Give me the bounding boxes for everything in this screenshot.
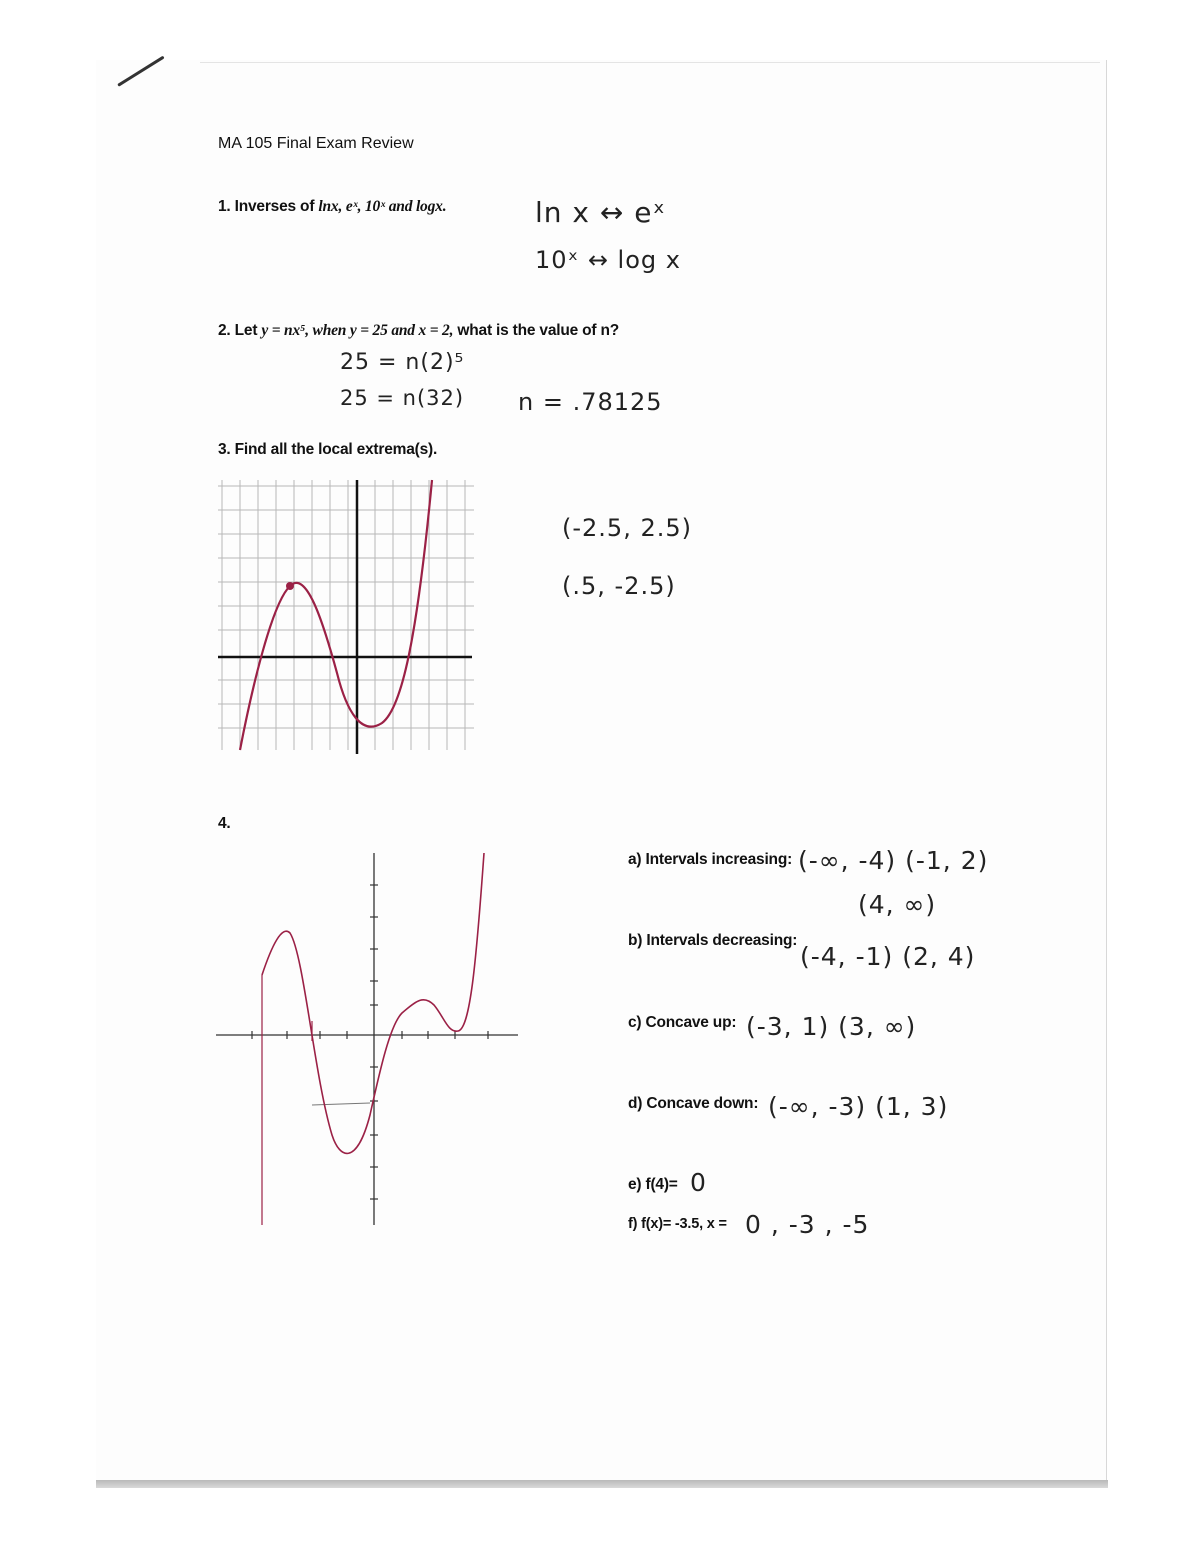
q4-a-label: a) Intervals increasing: [628, 851, 793, 868]
q4-f-answer: 0 , -3 , -5 [745, 1210, 870, 1239]
q2-question [218, 322, 619, 340]
q3-answer2: (.5, -2.5) [562, 572, 676, 600]
q3-grid [218, 480, 474, 750]
q4-curve [262, 853, 484, 1153]
q2-question-end: what is the value of n? [453, 322, 620, 339]
q4-graph [212, 845, 530, 1230]
q4-number: 4. [218, 815, 231, 832]
q4-f-label: f) f(x)= -3.5, x = [628, 1216, 727, 1232]
q4-c-label: c) Concave up: [628, 1014, 737, 1031]
q3-graph [212, 468, 480, 758]
q1-question [218, 198, 446, 216]
q1-question-math: lnx, eˣ, 10ˣ and logx. [318, 198, 447, 215]
q3-curve [240, 480, 432, 750]
q4-c-answer: (-3, 1) (3, ∞) [746, 1012, 917, 1041]
q2-work-line1: 25 = n(2)⁵ [340, 350, 465, 375]
q2-question-start: 2. Let [218, 322, 262, 339]
q2-question-math: y = nx⁵, when y = 25 and x = 2, [261, 322, 454, 339]
q4-b-answer: (-4, -1) (2, 4) [800, 942, 976, 971]
q4-d-answer: (-∞, -3) (1, 3) [768, 1092, 949, 1121]
q1-answer-line2: 10ˣ ↔ log x [535, 246, 681, 274]
q3-answer1: (-2.5, 2.5) [562, 514, 692, 542]
paper-bottom-edge [96, 1480, 1108, 1488]
q4-b-label: b) Intervals decreasing: [628, 932, 798, 949]
q4-e-answer: 0 [690, 1168, 707, 1197]
q4-d-label: d) Concave down: [628, 1095, 759, 1112]
q2-answer: n = .78125 [518, 388, 663, 416]
q4-e-label: e) f(4)= [628, 1176, 678, 1193]
q1-question-start: 1. Inverses of [218, 198, 319, 215]
q4-a-answer-line2: (4, ∞) [858, 890, 937, 919]
page-title: MA 105 Final Exam Review [218, 135, 414, 152]
paper-top-edge [200, 62, 1100, 63]
q1-answer-line1: ln x ↔ eˣ [535, 196, 666, 229]
q4-a-answer-line1: (-∞, -4) (-1, 2) [798, 846, 989, 875]
q2-work-line2: 25 = n(32) [340, 386, 465, 410]
q3-question: 3. Find all the local extrema(s). [218, 441, 438, 458]
q4-helper-line [312, 1103, 370, 1105]
q3-max-point [286, 582, 294, 590]
